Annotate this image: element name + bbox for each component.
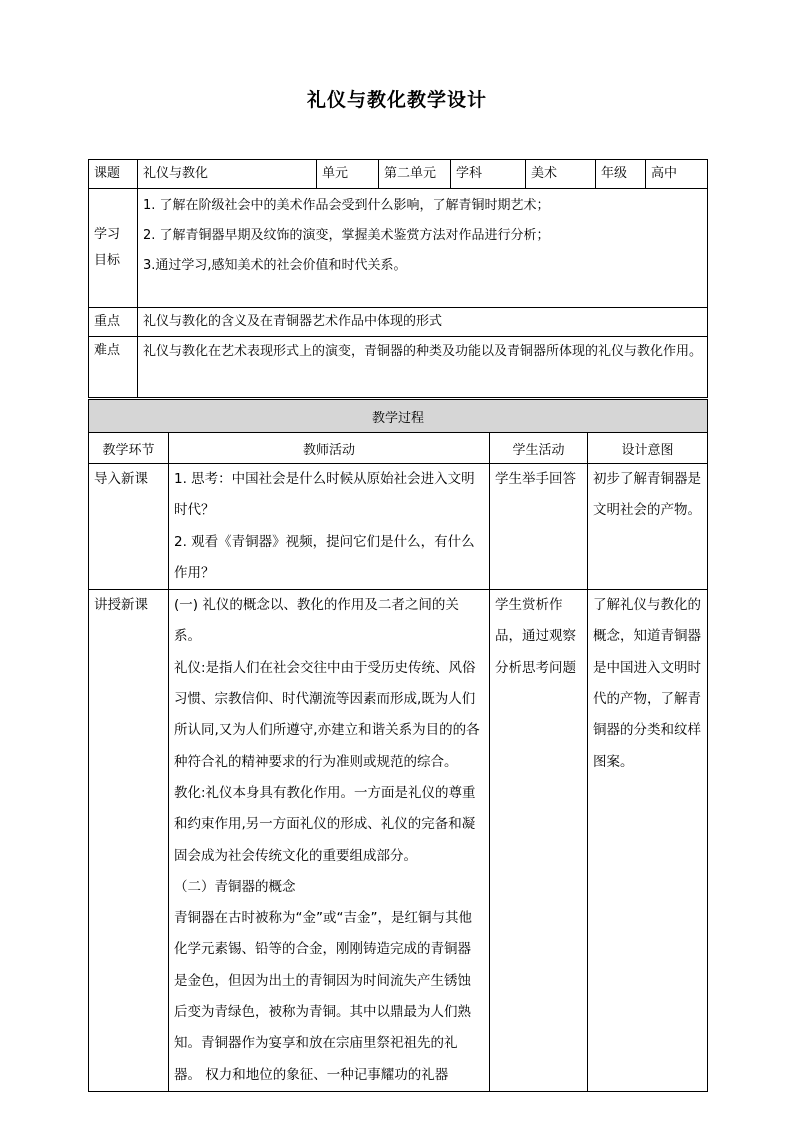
- objectives-row: [89, 189, 708, 308]
- difficulty-row: [89, 337, 708, 398]
- objectives-list: [138, 189, 708, 308]
- process-band: 教学过程: [89, 400, 708, 433]
- stage-cell: 讲授新课: [89, 590, 169, 1092]
- process-table: [88, 399, 708, 1092]
- teacher-paragraph: 青铜器在古时被称为“金”或“吉金”，是红铜与其他化学元素锡、铅等的合金，刚刚铸造完成的青铜器是金色，但因为出土的青铜因为时间流失产生锈蚀后变为青绿色，被称为青铜。其中以鼎最为人们熟知。青铜器作为宴享和放在宗庙里祭祀祖先的礼器。 权力和地位的象征、一种记事耀功的礼器: [174, 910, 472, 1083]
- stage-cell: 导入新课: [89, 464, 169, 590]
- grade-value: 高中: [646, 160, 708, 189]
- topic-value: 礼仪与教化: [138, 160, 317, 189]
- key-value: 礼仪与教化的含义及在青铜器艺术作品中体现的形式: [138, 308, 708, 337]
- teacher-paragraph: (一) 礼仪的概念以、教化的作用及二者之间的关系。: [174, 597, 459, 645]
- objectives-label-line-2: 目标: [94, 253, 121, 268]
- student-cell: 学生举手回答: [490, 464, 588, 590]
- student-cell: 学生赏析作品，通过观察分析思考问题: [490, 590, 588, 1092]
- topic-label: 课题: [89, 160, 138, 189]
- unit-value: 第二单元: [379, 160, 451, 189]
- difficulty-value: 礼仪与教化在艺术表现形式上的演变，青铜器的种类及功能以及青铜器所体现的礼仪与教化作用。: [138, 337, 708, 398]
- header-stage: 教学环节: [89, 433, 169, 464]
- topic-row: [89, 160, 708, 189]
- subject-label: 学科: [451, 160, 526, 189]
- key-label: 重点: [89, 308, 138, 337]
- teacher-cell: [169, 590, 490, 1092]
- table-row: [89, 590, 708, 1092]
- page-title: 礼仪与教化教学设计: [306, 89, 487, 111]
- teacher-cell: [169, 464, 490, 590]
- objectives-label: [89, 189, 138, 308]
- teacher-paragraph: 1. 思考：中国社会是什么时候从原始社会进入文明时代？: [174, 471, 475, 519]
- table-row: [89, 464, 708, 590]
- intent-cell: 初步了解青铜器是文明社会的产物。: [588, 464, 708, 590]
- subject-value: 美术: [526, 160, 596, 189]
- teacher-paragraph: 教化:礼仪本身具有教化作用。一方面是礼仪的尊重和约束作用,另一方面礼仪的形成、礼仪的完备和凝固会成为社会传统文化的重要组成部分。: [174, 784, 476, 864]
- info-table: [88, 159, 708, 398]
- header-intent: 设计意图: [588, 433, 708, 464]
- objective-item: 2. 了解青铜器早期及纹饰的演变，掌握美术鉴赏方法对作品进行分析；: [143, 228, 550, 243]
- key-row: [89, 308, 708, 337]
- difficulty-label: 难点: [89, 337, 138, 398]
- process-header-row: [89, 433, 708, 464]
- teacher-paragraph: 礼仪:是指人们在社会交往中由于受历史传统、风俗习惯、宗教信仰、时代潮流等因素而形成,既为人们所认同,又为人们所遵守,亦建立和谐关系为目的的各种符合礼的精神要求的行为准则或规范的综合。: [174, 659, 480, 770]
- unit-label: 单元: [317, 160, 379, 189]
- teacher-paragraph: 2. 观看《青铜器》视频，提问它们是什么，有什么作用？: [174, 533, 475, 581]
- grade-label: 年级: [596, 160, 646, 189]
- teacher-paragraph: （二）青铜器的概念: [174, 878, 296, 895]
- header-student: 学生活动: [490, 433, 588, 464]
- objective-item: 1. 了解在阶级社会中的美术作品会受到什么影响，了解青铜时期艺术；: [143, 198, 550, 213]
- objective-item: 3.通过学习,感知美术的社会价值和时代关系。: [143, 258, 407, 273]
- objectives-label-line-1: 学习: [94, 227, 121, 242]
- header-teacher: 教师活动: [169, 433, 490, 464]
- intent-cell: 了解礼仪与教化的概念，知道青铜器是中国进入文明时代的产物，了解青铜器的分类和纹样图案。: [588, 590, 708, 1092]
